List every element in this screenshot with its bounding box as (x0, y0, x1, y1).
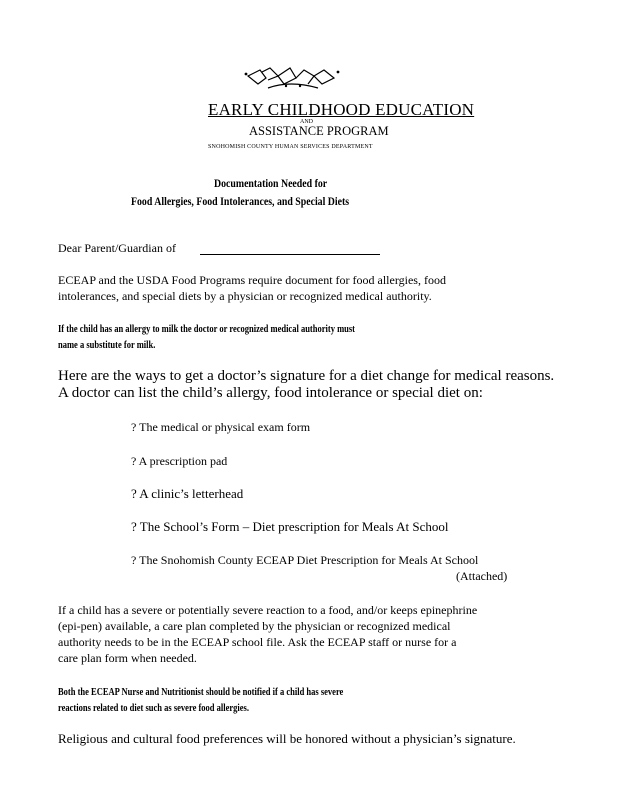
notice-line: If the child has an allergy to milk the doctor or recognized medical authority must (58, 324, 356, 335)
notice-line: reactions related to diet such as severe food allergies. (58, 703, 249, 714)
paragraph-line: care plan form when needed. (58, 651, 197, 665)
program-logo-and: AND (300, 119, 313, 125)
option-school-form: ? The School’s Form – Diet prescription for Meals At School (131, 519, 449, 534)
notice-line: Both the ECEAP Nurse and Nutritionist should be notified if a child has severe (58, 687, 344, 698)
document-heading-line1: Documentation Needed for (214, 176, 328, 190)
paragraph-line: If a child has a severe or potentially severe reaction to a food, and/or keeps epinephrine (58, 603, 478, 617)
program-logo-subtitle: ASSISTANCE PROGRAM (249, 124, 389, 138)
option-county-eceap-form: ? The Snohomish County ECEAP Diet Prescription for Meals At School (131, 553, 479, 567)
signature-options-intro (58, 368, 554, 402)
religious-cultural-note: Religious and cultural food preferences will be honored without a physician’s signature. (58, 731, 516, 746)
paragraph-line: (epi-pen) available, a care plan completed by the physician or recognized medical (58, 619, 451, 633)
intro-line: A doctor can list the child’s allergy, food intolerance or special diet on: (58, 385, 483, 401)
requirements-paragraph (58, 272, 446, 304)
ecea-logo-art (238, 66, 348, 98)
guardian-name-blank-line (200, 254, 380, 255)
nurse-nutritionist-notice (58, 685, 343, 717)
paragraph-line: authority needs to be in the ECEAP school file. Ask the ECEAP staff or nurse for a (58, 635, 457, 649)
department-name: SNOHOMISH COUNTY HUMAN SERVICES DEPARTMENT (208, 144, 373, 150)
program-logo-title: EARLY CHILDHOOD EDUCATION (208, 100, 475, 119)
document-heading-line2: Food Allergies, Food Intolerances, and Special Diets (131, 194, 350, 208)
notice-line: name a substitute for milk. (58, 340, 156, 351)
paragraph-line: ECEAP and the USDA Food Programs require document for food allergies, food (58, 273, 446, 287)
greeting: Dear Parent/Guardian of (58, 241, 176, 255)
milk-allergy-notice (58, 322, 355, 354)
option-prescription-pad: ? A prescription pad (131, 454, 228, 468)
care-plan-paragraph (58, 602, 477, 666)
attached-note: (Attached) (456, 569, 508, 583)
option-clinic-letterhead: ? A clinic’s letterhead (131, 486, 244, 501)
intro-line: Here are the ways to get a doctor’s signature for a diet change for medical reasons. (58, 368, 555, 384)
option-physical-exam-form: ? The medical or physical exam form (131, 420, 311, 434)
paragraph-line: intolerances, and special diets by a physician or recognized medical authority. (58, 289, 432, 303)
